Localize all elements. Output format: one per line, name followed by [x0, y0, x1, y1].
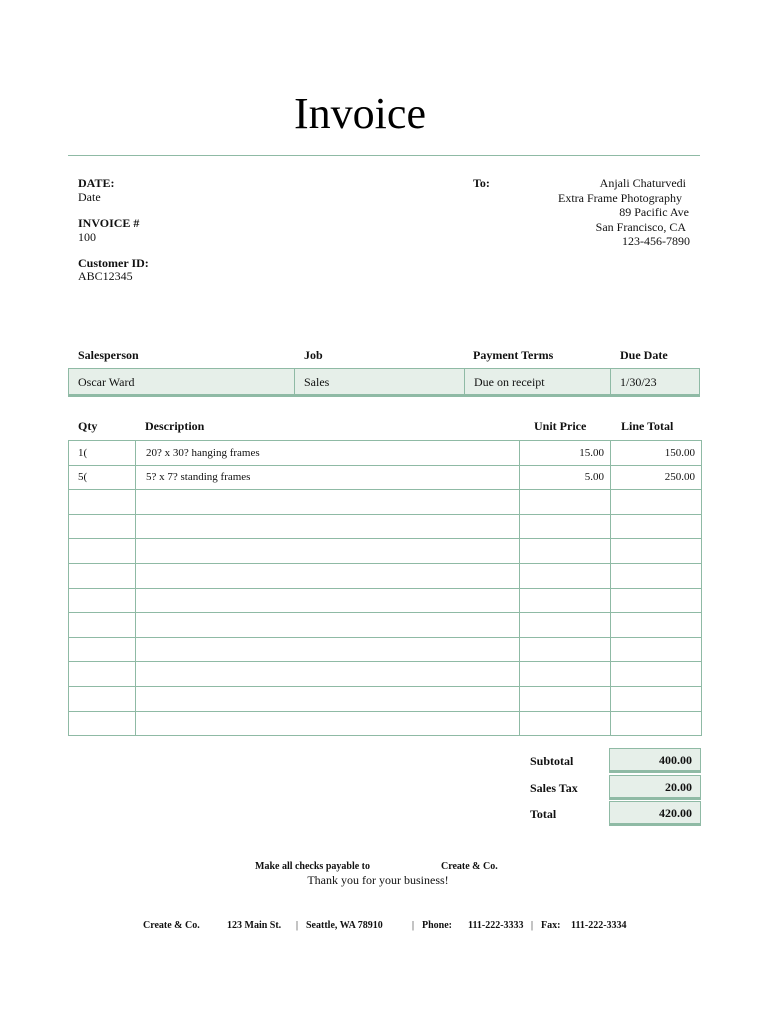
- qty-cell: [69, 514, 136, 539]
- unit-price-cell: [520, 637, 611, 662]
- due-date-cell: 1/30/23: [610, 369, 699, 394]
- unit-price-cell: [520, 514, 611, 539]
- total-label: Total: [530, 807, 557, 821]
- payment-terms-cell: Due on receipt: [464, 369, 610, 394]
- due-date-header: Due Date: [620, 348, 668, 362]
- line-total-cell: [611, 539, 702, 564]
- line-items-table: [68, 440, 702, 736]
- qty-cell: [69, 563, 136, 588]
- footer-city: Seattle, WA 78910: [306, 920, 383, 931]
- line-total-header: Line Total: [621, 419, 674, 433]
- recipient-street: 89 Pacific Ave: [619, 205, 689, 220]
- sales-info-row: [68, 368, 700, 397]
- footer-phone-label: Phone:: [422, 920, 452, 931]
- recipient-address: [558, 176, 688, 249]
- unit-price-cell: [520, 686, 611, 711]
- line-total-cell: [611, 637, 702, 662]
- unit-price-cell: [520, 662, 611, 687]
- recipient-city: San Francisco, CA: [595, 219, 686, 234]
- qty-cell: [69, 637, 136, 662]
- subtotal-label: Subtotal: [530, 754, 574, 768]
- sales-tax-value: 20.00: [609, 775, 701, 800]
- salesperson-cell: Oscar Ward: [78, 375, 135, 389]
- qty-cell: 1(: [69, 441, 136, 466]
- line-total-cell: [611, 588, 702, 613]
- table-row: [69, 588, 702, 613]
- description-cell: [136, 514, 520, 539]
- job-cell: Sales: [294, 369, 464, 394]
- description-cell: [136, 711, 520, 736]
- qty-cell: [69, 539, 136, 564]
- unit-price-header: Unit Price: [534, 419, 587, 433]
- customer-id-value: ABC12345: [78, 269, 133, 283]
- unit-price-cell: [520, 563, 611, 588]
- to-label: To:: [473, 176, 490, 190]
- description-cell: [136, 662, 520, 687]
- salesperson-header: Salesperson: [78, 348, 139, 362]
- description-cell: 5? x 7? standing frames: [136, 465, 520, 490]
- header-divider: [68, 155, 700, 156]
- description-header: Description: [145, 419, 205, 433]
- recipient-company: Extra Frame Photography: [558, 190, 682, 205]
- unit-price-cell: 15.00: [520, 441, 611, 466]
- recipient-phone: 123-456-7890: [622, 234, 690, 249]
- line-total-cell: [611, 613, 702, 638]
- table-row: [69, 490, 702, 515]
- line-total-cell: [611, 563, 702, 588]
- qty-cell: [69, 686, 136, 711]
- line-total-cell: [611, 490, 702, 515]
- qty-cell: [69, 490, 136, 515]
- description-cell: [136, 490, 520, 515]
- invoice-title: Invoice: [294, 89, 426, 138]
- payable-label: Make all checks payable to: [255, 861, 370, 872]
- line-total-cell: [611, 514, 702, 539]
- unit-price-cell: [520, 588, 611, 613]
- table-row: [69, 465, 702, 490]
- thank-you-note: Thank you for your business!: [307, 873, 449, 887]
- footer-address: 123 Main St.: [227, 920, 282, 931]
- unit-price-cell: [520, 539, 611, 564]
- total-value: 420.00: [609, 801, 701, 826]
- footer-separator: |: [412, 920, 415, 931]
- date-label: DATE:: [78, 176, 115, 190]
- payable-company: Create & Co.: [441, 861, 498, 872]
- line-total-cell: 150.00: [611, 441, 702, 466]
- qty-cell: [69, 613, 136, 638]
- description-cell: 20? x 30? hanging frames: [136, 441, 520, 466]
- sales-tax-label: Sales Tax: [530, 781, 578, 795]
- table-row: [69, 514, 702, 539]
- table-row: [69, 613, 702, 638]
- qty-cell: [69, 662, 136, 687]
- qty-cell: [69, 711, 136, 736]
- unit-price-cell: [520, 711, 611, 736]
- table-row: [69, 637, 702, 662]
- footer-fax-label: Fax:: [541, 920, 561, 931]
- description-cell: [136, 686, 520, 711]
- line-total-cell: [611, 662, 702, 687]
- unit-price-cell: 5.00: [520, 465, 611, 490]
- description-cell: [136, 539, 520, 564]
- invoice-number-label: INVOICE #: [78, 216, 140, 230]
- table-row: [69, 662, 702, 687]
- footer-phone: 111-222-3333: [468, 920, 524, 931]
- footer-fax: 111-222-3334: [571, 920, 627, 931]
- qty-header: Qty: [78, 419, 98, 433]
- table-row: [69, 539, 702, 564]
- qty-cell: 5(: [69, 465, 136, 490]
- subtotal-value: 400.00: [609, 748, 701, 773]
- line-total-cell: 250.00: [611, 465, 702, 490]
- job-header: Job: [304, 348, 323, 362]
- footer-separator: |: [531, 920, 534, 931]
- description-cell: [136, 613, 520, 638]
- line-total-cell: [611, 711, 702, 736]
- unit-price-cell: [520, 613, 611, 638]
- qty-cell: [69, 588, 136, 613]
- date-value: Date: [78, 190, 101, 204]
- payment-terms-header: Payment Terms: [473, 348, 554, 362]
- unit-price-cell: [520, 490, 611, 515]
- invoice-number-value: 100: [78, 230, 96, 244]
- description-cell: [136, 563, 520, 588]
- recipient-name: Anjali Chaturvedi: [599, 176, 686, 190]
- table-row: [69, 686, 702, 711]
- table-row: [69, 441, 702, 466]
- line-total-cell: [611, 686, 702, 711]
- description-cell: [136, 637, 520, 662]
- table-row: [69, 711, 702, 736]
- table-row: [69, 563, 702, 588]
- description-cell: [136, 588, 520, 613]
- footer-separator: |: [296, 920, 299, 931]
- customer-id-label: Customer ID:: [78, 256, 149, 270]
- footer-company: Create & Co.: [143, 920, 200, 931]
